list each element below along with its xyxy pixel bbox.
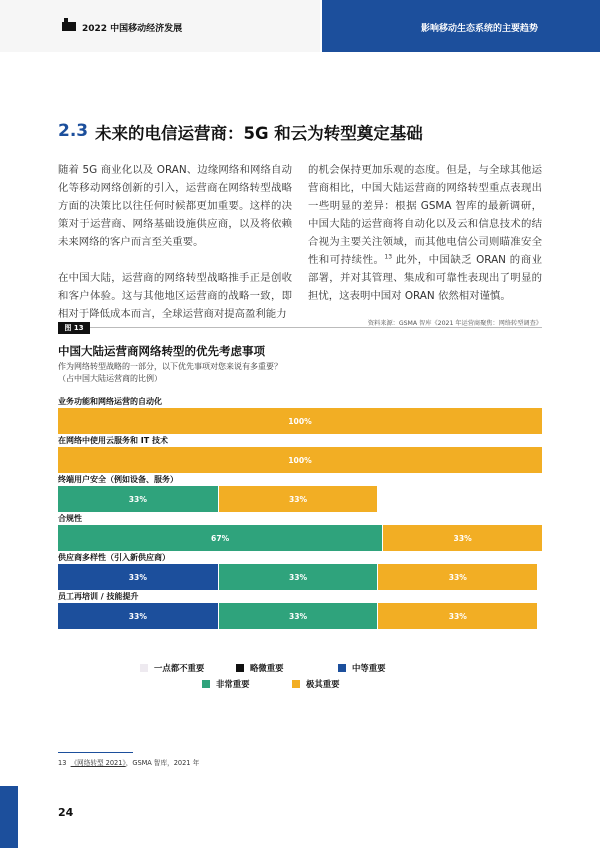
legend-swatch [236,664,244,672]
page-number: 24 [58,806,74,819]
legend-label: 非常重要 [216,679,250,689]
chapter-title: 影响移动生态系统的主要趋势 [420,24,538,34]
legend-label: 一点都不重要 [154,663,205,673]
legend-label: 极其重要 [306,679,340,689]
legend-item-extremely [292,678,340,690]
paragraph-text: 的机会保持更加乐观的态度。但是，与全球其他运营商相比，中国大陆运营商的网络转型重点表现出一些明显的差异：根据 GSMA 智库的最新调研，中国大陆的运营商将自动化以及云和信息技术的结合视为主要关注领域，而其他电信公司则瞄准安全性和可持续性。 [308,164,542,266]
data-label: 33% [288,572,308,582]
legend-label: 略微重要 [250,663,284,673]
figure-subtitle-line: 作为网络转型战略的一部分，以下优先事项对您来说有多重要？ [58,362,282,371]
section-title: 未来的电信运营商：5G 和云为转型奠定基础 [95,124,423,143]
legend-label: 中等重要 [352,663,386,673]
data-label: 33% [288,494,308,504]
legend-swatch [202,680,210,688]
data-label: 67% [211,533,230,543]
legend-swatch [292,680,300,688]
figure-source: 资料来源：GSMA 智库《2021 年运营商聚焦：网络转型调查》 [367,320,542,327]
figure-rule [58,327,542,328]
bar-segment [58,525,382,551]
data-label: 100% [288,416,312,426]
category-label: 业务功能和网络运营的自动化 [58,397,162,406]
bar-segment [218,603,378,629]
figure-tag: 图 13 [58,322,90,334]
data-label: 33% [448,611,467,621]
bar-segment [58,603,218,629]
footnote-number: 13 [58,759,67,767]
data-label: 33% [128,494,147,504]
category-label: 合规性 [58,514,82,523]
page-strip [0,786,18,848]
paragraph [308,161,542,305]
report-title: 2022 中国移动经济发展 [82,24,183,34]
footnote-rule [58,752,133,753]
bar-segment [218,564,378,590]
figure-subtitle [58,361,282,385]
legend-item-not-important [140,662,204,674]
bar-segment [58,564,218,590]
left-column [58,161,292,341]
bar-row [58,408,542,434]
bar-segment [377,603,537,629]
category-label: 终端用户安全（例如设备、服务） [58,475,178,484]
legend-swatch [140,664,148,672]
bar-row [58,564,542,590]
legend-item-very [202,678,250,690]
legend-swatch [338,664,346,672]
footnote-ref[interactable]: 13 [384,253,393,261]
section-number: 2.3 [58,121,89,141]
figure-subtitle-line: （占中国大陆运营商的比例） [58,374,162,383]
bar-row [58,486,542,512]
data-label: 33% [288,611,308,621]
bar-row [58,525,542,551]
bar-row [58,603,542,629]
paragraph-text: 此外，中国缺乏 ORAN 的商业部署，并对其管理、集成和可靠性表现出了明显的担忧，这表明中国对 ORAN 依然相对谨慎。 [308,254,543,302]
paragraph: 在中国大陆，运营商的网络转型战略推手正是创收和客户体验。这与其他地区运营商的战略一致，即相对于降低成本而言，全球运营商对提高盈利能力 [58,272,292,320]
bar-row [58,447,542,473]
data-label: 33% [128,572,147,582]
bar-segment [218,486,378,512]
bar-segment [382,525,542,551]
footnote-link[interactable]: 《网络转型 2021》 [70,759,126,767]
bar-segment [58,486,218,512]
category-label: 供应商多样性（引入新供应商） [58,553,170,562]
data-label: 100% [288,455,312,465]
gsma-logo-icon [62,22,76,31]
right-column [308,161,542,323]
data-label: 33% [128,611,147,621]
figure-title: 中国大陆运营商网络转型的优先考虑事项 [58,344,265,358]
category-label: 在网络中使用云服务和 IT 技术 [58,436,169,445]
bar-segment [58,408,542,434]
footnote [58,757,199,767]
footnote-text: ，GSMA 智库，2021 年 [125,759,200,767]
data-label: 33% [448,572,467,582]
bar-segment [377,564,537,590]
legend-item-moderately [338,662,386,674]
paragraph: 随着 5G 商业化以及 ORAN、边缘网络和网络自动化等移动网络创新的引入，运营商在网络转型战略方面的决策比以往任何时候都更加重要。这样的决策对于运营商、网络基础设施供应商，以及将依赖未来网络的客户而言至关重要。 [58,164,292,248]
category-label: 员工再培训 / 技能提升 [58,592,139,601]
legend-item-slightly [236,662,284,674]
data-label: 33% [453,533,472,543]
bar-segment [58,447,542,473]
